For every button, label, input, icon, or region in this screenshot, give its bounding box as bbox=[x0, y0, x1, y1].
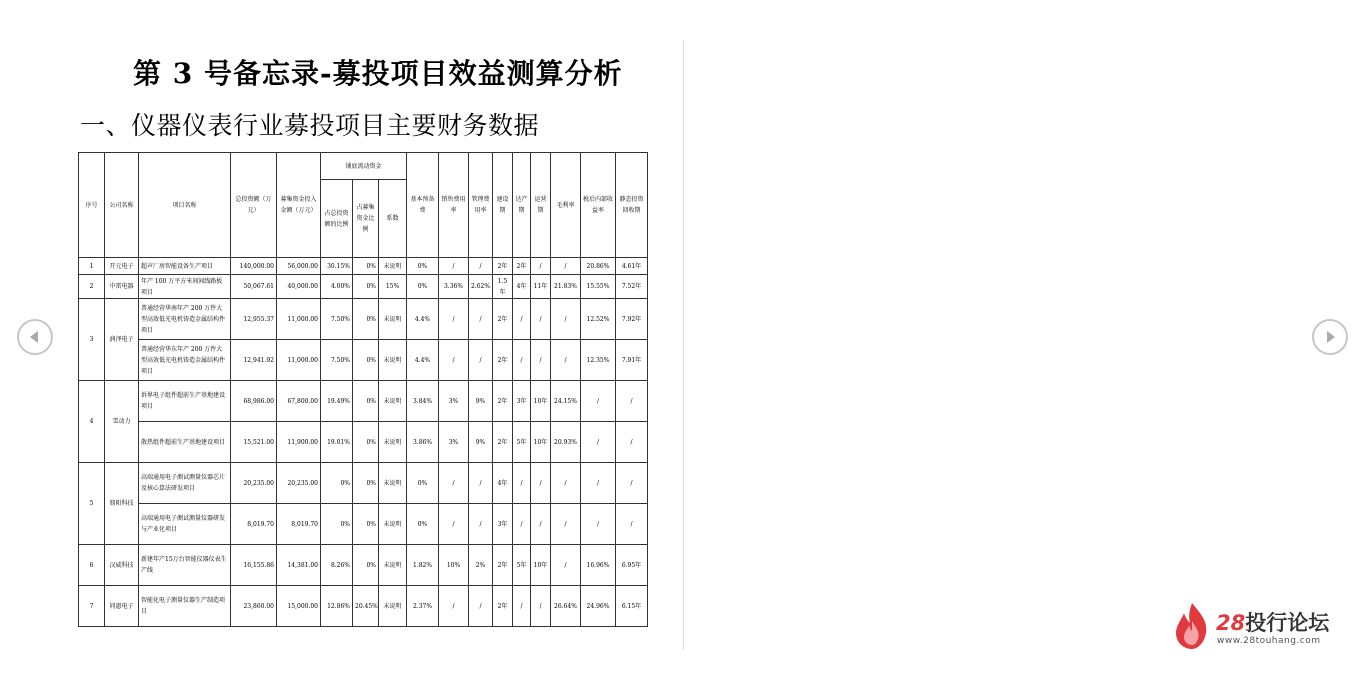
reserve: 2.37% bbox=[407, 586, 439, 627]
table-header-row bbox=[79, 153, 648, 180]
wc-ratio-total: 8.26% bbox=[321, 545, 353, 586]
construction-period: 2年 bbox=[493, 299, 513, 340]
forum-logo[interactable] bbox=[1172, 601, 1342, 651]
construction-period: 2年 bbox=[493, 545, 513, 586]
reserve: 1.82% bbox=[407, 545, 439, 586]
project-name: 高端通用电子测试测量仪器芯片及核心算法研发项目 bbox=[139, 463, 231, 504]
coefficient: 未说明 bbox=[379, 381, 407, 422]
construction-period: 2年 bbox=[493, 422, 513, 463]
operation-period: 11年 bbox=[531, 275, 551, 299]
chevron-right-icon bbox=[1323, 330, 1337, 344]
header-sales-expense: 销售费用率 bbox=[439, 153, 469, 258]
sales-expense: / bbox=[439, 504, 469, 545]
sales-expense: 10% bbox=[439, 545, 469, 586]
wc-ratio-raised: 0% bbox=[353, 275, 379, 299]
header-wc-ratio-total: 占总投资额的比例 bbox=[321, 180, 353, 258]
header-admin-expense: 管理费用率 bbox=[469, 153, 493, 258]
company-name: 润泽电子 bbox=[105, 299, 139, 381]
header-construction-period: 建设期 bbox=[493, 153, 513, 258]
payback: 7.91年 bbox=[616, 340, 648, 381]
construction-period: 2年 bbox=[493, 340, 513, 381]
gross-margin: / bbox=[551, 299, 581, 340]
coefficient: 未说明 bbox=[379, 422, 407, 463]
production-period: / bbox=[513, 463, 531, 504]
operation-period: / bbox=[531, 504, 551, 545]
wc-ratio-raised: 0% bbox=[353, 299, 379, 340]
production-period: / bbox=[513, 586, 531, 627]
row-number: 4 bbox=[79, 381, 105, 463]
sales-expense: 3% bbox=[439, 381, 469, 422]
table-row bbox=[79, 340, 648, 381]
total-investment: 68,986.00 bbox=[231, 381, 277, 422]
row-number: 2 bbox=[79, 275, 105, 299]
wc-ratio-total: 0% bbox=[321, 504, 353, 545]
operation-period: / bbox=[531, 340, 551, 381]
admin-expense: / bbox=[469, 299, 493, 340]
irr: / bbox=[581, 463, 616, 504]
project-name: 新建年产15万台智能仪器仪表生产线 bbox=[139, 545, 231, 586]
table-row bbox=[79, 504, 648, 545]
project-name: 散热组件超前生产基地建设项目 bbox=[139, 422, 231, 463]
row-number: 7 bbox=[79, 586, 105, 627]
admin-expense: 2.62% bbox=[469, 275, 493, 299]
header-working-capital: 铺底流动资金 bbox=[321, 153, 407, 180]
table-row bbox=[79, 463, 648, 504]
financial-data-table-left bbox=[78, 152, 648, 627]
row-number: 3 bbox=[79, 299, 105, 381]
gross-margin: / bbox=[551, 545, 581, 586]
header-payback: 静态投资回收期 bbox=[616, 153, 648, 258]
admin-expense: 9% bbox=[469, 381, 493, 422]
company-name: 中雷电器 bbox=[105, 275, 139, 299]
production-period: / bbox=[513, 504, 531, 545]
operation-period: / bbox=[531, 463, 551, 504]
production-period: 5年 bbox=[513, 545, 531, 586]
irr: 24.96% bbox=[581, 586, 616, 627]
irr: / bbox=[581, 422, 616, 463]
header-wc-ratio-raised: 占募集资金比例 bbox=[353, 180, 379, 258]
raised-funds: 56,000.00 bbox=[277, 258, 321, 275]
coefficient: 未说明 bbox=[379, 545, 407, 586]
reserve: 3.84% bbox=[407, 381, 439, 422]
header-total-investment: 总投资额（万元） bbox=[231, 153, 277, 258]
sales-expense: / bbox=[439, 586, 469, 627]
irr: / bbox=[581, 381, 616, 422]
sales-expense: / bbox=[439, 463, 469, 504]
coefficient: 15% bbox=[379, 275, 407, 299]
construction-period: 3年 bbox=[493, 504, 513, 545]
next-page-button[interactable] bbox=[1312, 319, 1348, 355]
gross-margin: / bbox=[551, 258, 581, 275]
wc-ratio-total: 4.00% bbox=[321, 275, 353, 299]
wc-ratio-raised: 0% bbox=[353, 381, 379, 422]
admin-expense: / bbox=[469, 504, 493, 545]
flame-icon bbox=[1172, 601, 1212, 651]
production-period: 5年 bbox=[513, 422, 531, 463]
payback: 7.52年 bbox=[616, 275, 648, 299]
wc-ratio-total: 12.86% bbox=[321, 586, 353, 627]
admin-expense: / bbox=[469, 463, 493, 504]
irr: 12.52% bbox=[581, 299, 616, 340]
admin-expense: 2% bbox=[469, 545, 493, 586]
operation-period: 10年 bbox=[531, 545, 551, 586]
operation-period: / bbox=[531, 586, 551, 627]
table-row bbox=[79, 422, 648, 463]
reserve: 0% bbox=[407, 463, 439, 504]
header-reserve: 基本预备费 bbox=[407, 153, 439, 258]
document-title: 第 3 号备忘录-募投项目效益测算分析 bbox=[133, 57, 623, 90]
payback: 7.92年 bbox=[616, 299, 648, 340]
header-irr: 税后内部收益率 bbox=[581, 153, 616, 258]
table-row bbox=[79, 275, 648, 299]
construction-period: 2年 bbox=[493, 258, 513, 275]
production-period: 3年 bbox=[513, 381, 531, 422]
company-name: 开元电子 bbox=[105, 258, 139, 275]
gross-margin: 26.64% bbox=[551, 586, 581, 627]
raised-funds: 14,381.00 bbox=[277, 545, 321, 586]
header-project: 项目名称 bbox=[139, 153, 231, 258]
header-raised-funds: 募集资金投入金额（万元） bbox=[277, 153, 321, 258]
gross-margin: / bbox=[551, 504, 581, 545]
operation-period: / bbox=[531, 299, 551, 340]
gross-margin: 20.93% bbox=[551, 422, 581, 463]
sales-expense: / bbox=[439, 258, 469, 275]
logo-name: 投行论坛 bbox=[1245, 611, 1330, 635]
gross-margin: 21.83% bbox=[551, 275, 581, 299]
project-name: 高端通用电子测试测量仪器研发与产业化项目 bbox=[139, 504, 231, 545]
payback: 6.15年 bbox=[616, 586, 648, 627]
reserve: 4.4% bbox=[407, 340, 439, 381]
table-row bbox=[79, 545, 648, 586]
header-production-period: 达产期 bbox=[513, 153, 531, 258]
total-investment: 8,019.70 bbox=[231, 504, 277, 545]
project-name: 智能化电子测量仪器生产制造项目 bbox=[139, 586, 231, 627]
coefficient: 未说明 bbox=[379, 258, 407, 275]
production-period: / bbox=[513, 299, 531, 340]
operation-period: / bbox=[531, 258, 551, 275]
table-row bbox=[79, 586, 648, 627]
raised-funds: 67,800.00 bbox=[277, 381, 321, 422]
reserve: 4.4% bbox=[407, 299, 439, 340]
reserve: 0% bbox=[407, 258, 439, 275]
raised-funds: 11,900.00 bbox=[277, 422, 321, 463]
admin-expense: / bbox=[469, 258, 493, 275]
construction-period: 2年 bbox=[493, 586, 513, 627]
payback: 4.61年 bbox=[616, 258, 648, 275]
admin-expense: 9% bbox=[469, 422, 493, 463]
total-investment: 140,000.00 bbox=[231, 258, 277, 275]
row-number: 1 bbox=[79, 258, 105, 275]
coefficient: 未说明 bbox=[379, 299, 407, 340]
coefficient: 未说明 bbox=[379, 586, 407, 627]
construction-period: 2年 bbox=[493, 381, 513, 422]
construction-period: 4年 bbox=[493, 463, 513, 504]
project-name: 诉界电子组件超前生产基地建设项目 bbox=[139, 381, 231, 422]
payback: / bbox=[616, 381, 648, 422]
total-investment: 12,941.92 bbox=[231, 340, 277, 381]
raised-funds: 8,019.70 bbox=[277, 504, 321, 545]
irr: 12.35% bbox=[581, 340, 616, 381]
wc-ratio-raised: 0% bbox=[353, 545, 379, 586]
coefficient: 未说明 bbox=[379, 504, 407, 545]
project-name: 普通经营华东年产 200 万件大型高效低光电机铸造金属结构件项目 bbox=[139, 340, 231, 381]
total-investment: 20,235.00 bbox=[231, 463, 277, 504]
header-coefficient: 系数 bbox=[379, 180, 407, 258]
table-row bbox=[79, 299, 648, 340]
company-name: 鼎阳科技 bbox=[105, 463, 139, 545]
coefficient: 未说明 bbox=[379, 463, 407, 504]
project-name: 普通经营华南年产 200 万件大型高效低光电机铸造金属结构件项目 bbox=[139, 299, 231, 340]
raised-funds: 11,000.00 bbox=[277, 299, 321, 340]
sales-expense: / bbox=[439, 340, 469, 381]
project-name: 超声厂房智能设备生产项目 bbox=[139, 258, 231, 275]
wc-ratio-total: 19.01% bbox=[321, 422, 353, 463]
reserve: 0% bbox=[407, 275, 439, 299]
admin-expense: / bbox=[469, 340, 493, 381]
construction-period: 1.5年 bbox=[493, 275, 513, 299]
header-gross-margin: 毛利率 bbox=[551, 153, 581, 258]
logo-url: www.28touhang.com bbox=[1217, 636, 1321, 646]
table-row bbox=[79, 258, 648, 275]
wc-ratio-raised: 20.45% bbox=[353, 586, 379, 627]
gross-margin: / bbox=[551, 340, 581, 381]
total-investment: 12,955.37 bbox=[231, 299, 277, 340]
total-investment: 16,155.86 bbox=[231, 545, 277, 586]
reserve: 0% bbox=[407, 504, 439, 545]
raised-funds: 40,000.00 bbox=[277, 275, 321, 299]
production-period: 4年 bbox=[513, 275, 531, 299]
payback: 6.95年 bbox=[616, 545, 648, 586]
wc-ratio-total: 0% bbox=[321, 463, 353, 504]
wc-ratio-raised: 0% bbox=[353, 340, 379, 381]
production-period: / bbox=[513, 340, 531, 381]
irr: 20.86% bbox=[581, 258, 616, 275]
payback: / bbox=[616, 463, 648, 504]
chevron-left-icon bbox=[28, 330, 42, 344]
payback: / bbox=[616, 504, 648, 545]
production-period: 2年 bbox=[513, 258, 531, 275]
company-name: 同惠电子 bbox=[105, 586, 139, 627]
logo-number: 28 bbox=[1216, 611, 1246, 635]
table-row bbox=[79, 381, 648, 422]
operation-period: 10年 bbox=[531, 381, 551, 422]
gross-margin: 24.15% bbox=[551, 381, 581, 422]
gross-margin: / bbox=[551, 463, 581, 504]
header-operation-period: 运营期 bbox=[531, 153, 551, 258]
wc-ratio-total: 30.15% bbox=[321, 258, 353, 275]
payback: / bbox=[616, 422, 648, 463]
total-investment: 50,067.61 bbox=[231, 275, 277, 299]
total-investment: 15,521.00 bbox=[231, 422, 277, 463]
previous-page-button[interactable] bbox=[17, 319, 53, 355]
operation-period: 10年 bbox=[531, 422, 551, 463]
wc-ratio-raised: 0% bbox=[353, 504, 379, 545]
wc-ratio-raised: 0% bbox=[353, 463, 379, 504]
header-seq: 序号 bbox=[79, 153, 105, 258]
wc-ratio-total: 19.49% bbox=[321, 381, 353, 422]
header-company: 公司名称 bbox=[105, 153, 139, 258]
admin-expense: / bbox=[469, 586, 493, 627]
sales-expense: 3% bbox=[439, 422, 469, 463]
irr: / bbox=[581, 504, 616, 545]
wc-ratio-total: 7.50% bbox=[321, 299, 353, 340]
row-number: 6 bbox=[79, 545, 105, 586]
company-name: 雪动力 bbox=[105, 381, 139, 463]
wc-ratio-total: 7.50% bbox=[321, 340, 353, 381]
irr: 15.55% bbox=[581, 275, 616, 299]
right-page bbox=[684, 0, 1366, 674]
total-investment: 23,860.00 bbox=[231, 586, 277, 627]
raised-funds: 11,000.00 bbox=[277, 340, 321, 381]
sales-expense: 3.36% bbox=[439, 275, 469, 299]
raised-funds: 15,000.00 bbox=[277, 586, 321, 627]
wc-ratio-raised: 0% bbox=[353, 422, 379, 463]
wc-ratio-raised: 0% bbox=[353, 258, 379, 275]
sales-expense: / bbox=[439, 299, 469, 340]
coefficient: 未说明 bbox=[379, 340, 407, 381]
irr: 16.96% bbox=[581, 545, 616, 586]
row-number: 5 bbox=[79, 463, 105, 545]
reserve: 3.86% bbox=[407, 422, 439, 463]
raised-funds: 20,235.00 bbox=[277, 463, 321, 504]
project-name: 年产 100 万平方米间间线路板项目 bbox=[139, 275, 231, 299]
company-name: 汉威科技 bbox=[105, 545, 139, 586]
section-heading: 一、仪器仪表行业募投项目主要财务数据 bbox=[80, 111, 540, 140]
